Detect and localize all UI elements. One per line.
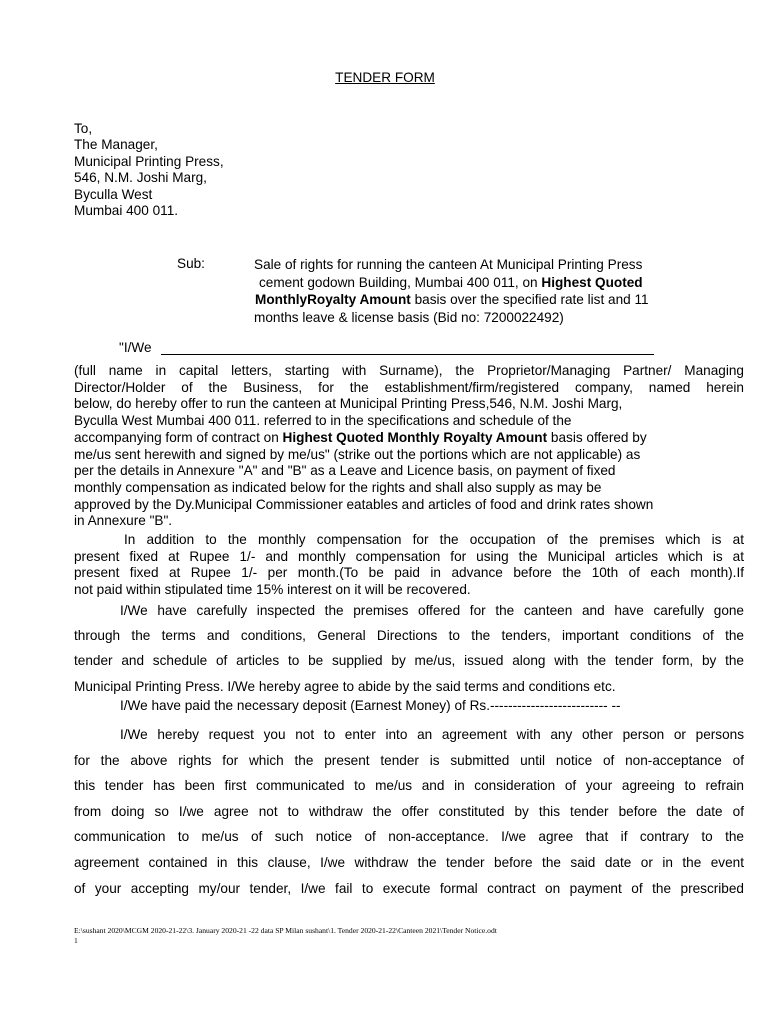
address-line: Byculla West [74,186,153,202]
compensation-paragraph [74,532,744,599]
page-footer [74,926,497,946]
page-number: 1 [74,936,78,945]
applicant-label: "I/We [119,340,152,355]
text-line: present fixed at Rupee 1/- per month.(To be paid in advance before the 10th of each month).If [74,565,744,581]
applicant-name-blank [161,354,654,355]
text-line: for the above rights for which the present tender is submitted until notice of non-acceptance of [74,752,744,768]
agreement-paragraph [74,722,744,901]
text-line: I/We have carefully inspected the premises offered for the canteen and have carefully gone [120,603,744,618]
text-line: communication to me/us of such notice of non-acceptance. I/we agree that if contrary to the [74,829,744,845]
text-line: In addition to the monthly compensation for the occupation of the premises which is at [124,532,744,547]
text-line: (full name in capital letters, starting with Surname), the Proprietor/Managing Partner/ Managing [74,363,744,378]
address-line: To, [74,121,93,136]
subject-line-text: cement godown Building, Mumbai 400 011, on [259,274,542,290]
text-line: of your accepting my/our tender, I/we fail to execute formal contract on payment of the prescribed [74,880,744,896]
text-line: this tender has been first communicated to me/us and in consideration of your agreeing to refrain [74,778,744,794]
text-line: me/us sent herewith and signed by me/us" (strike out the portions which are not applicable) as [74,446,641,462]
offer-paragraph [74,363,744,530]
text-line: from doing so I/we agree not to withdraw the offer constituted by this tender before the date of [74,803,744,819]
address-line: Mumbai 400 011. [74,203,179,219]
deposit-statement: I/We have paid the necessary deposit (Earnest Money) of Rs.-------------------------- -- [120,698,621,713]
subject-line [254,274,649,292]
text-line: through the terms and conditions, General Directions to the tenders, important conditions of the [74,628,744,644]
text-line: below, do hereby offer to run the canteen at Municipal Printing Press,546, N.M. Joshi Marg, [74,396,623,412]
file-path: E:\sushant 2020\MCGM 2020-21-22\3. January 2020-21 -22 data SP Milan sushant\1. Tender 2020-21-22\Canteen 2021\Tender Notice.odt [74,926,497,935]
subject-text [254,256,649,326]
page-title: TENDER FORM [335,70,435,85]
text-line: approved by the Dy.Municipal Commissioner eatables and articles of food and drink rates shown [74,496,654,512]
subject-line [254,291,649,309]
text-fragment: basis offered by [547,429,647,445]
bold-text: Highest Quoted Monthly Royalty Amount [282,429,548,445]
text-line: Director/Holder of the Business, for the establishment/firm/registered company, named herein [74,379,744,395]
text-line: present fixed at Rupee 1/- and monthly compensation for using the Municipal articles which is at [74,548,744,564]
text-line: Municipal Printing Press. I/We hereby agree to abide by the said terms and conditions etc. [74,678,616,694]
text-fragment: accompanying form of contract on [74,429,283,445]
subject-line-text: basis over the specified rate list and 11 [410,292,649,308]
text-line: agreement contained in this clause, I/we withdraw the tender before the said date or in the event [74,854,744,870]
text-line: in Annexure "B". [74,513,173,529]
subject-line: Sale of rights for running the canteen At Municipal Printing Press [254,257,643,272]
inspection-paragraph [74,598,744,699]
subject-line: months leave & license basis (Bid no: 7200022492) [254,309,564,325]
address-line: 546, N.M. Joshi Marg, [74,170,207,186]
text-line: monthly compensation as indicated below for the rights and shall also supply as may be [74,479,602,495]
recipient-address [74,121,224,219]
subject-bold-text: Highest Quoted [541,274,643,290]
text-line: I/We hereby request you not to enter into an agreement with any other person or persons [120,727,744,742]
text-line: Byculla West Mumbai 400 011. referred to in the specifications and schedule of the [74,413,572,429]
address-line: Municipal Printing Press, [74,153,224,169]
address-line: The Manager, [74,137,158,153]
text-line: per the details in Annexure "A" and "B" as a Leave and Licence basis, on payment of fixed [74,463,616,479]
text-line: not paid within stipulated time 15% interest on it will be recovered. [74,582,471,598]
text-line: tender and schedule of articles to be supplied by me/us, issued along with the tender form, by the [74,653,744,669]
subject-label: Sub: [177,256,205,271]
text-line [74,430,744,447]
subject-bold-text: MonthlyRoyalty Amount [255,292,411,308]
